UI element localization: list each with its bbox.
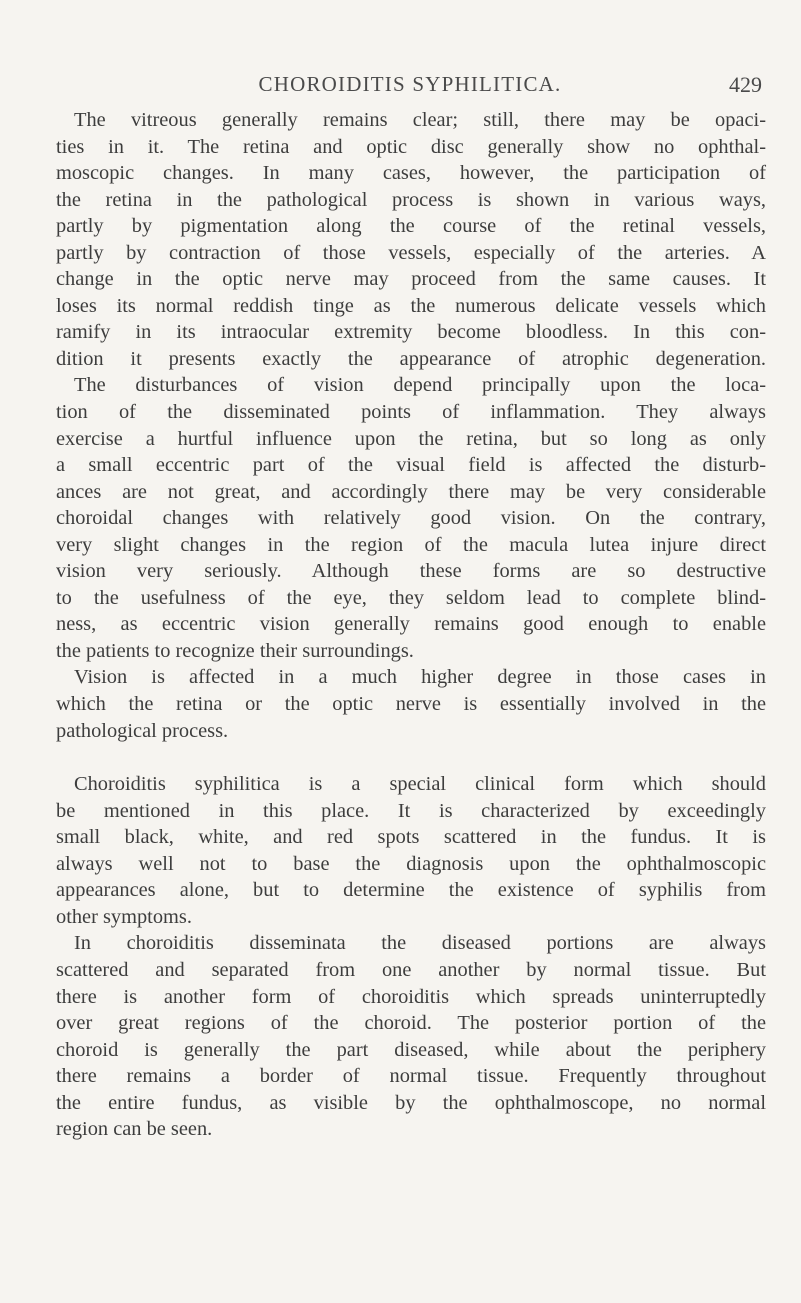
text-line: region can be seen.: [56, 1118, 213, 1141]
text-line: ness, as eccentric vision generally remains good enough to enable: [56, 613, 766, 636]
text-line: there remains a border of normal tissue. Frequently throughout: [56, 1065, 766, 1088]
text-line: which the retina or the optic nerve is essentially involved in the: [56, 693, 766, 716]
text-line: change in the optic nerve may proceed from the same causes. It: [56, 268, 766, 291]
page-number: 429: [729, 72, 762, 97]
text-line: loses its normal reddish tinge as the numerous delicate vessels which: [56, 294, 766, 317]
text-line: moscopic changes. In many cases, however, the participation of: [56, 162, 766, 185]
text-line: ances are not great, and accordingly there may be very considerable: [56, 480, 766, 503]
text-line: the entire fundus, as visible by the ophthalmoscope, no normal: [56, 1091, 766, 1114]
text-line: to the usefulness of the eye, they seldom lead to complete blind-: [56, 586, 766, 609]
text-line: be mentioned in this place. It is characterized by exceedingly: [56, 799, 766, 822]
text-line: The disturbances of vision depend principally upon the loca-: [74, 374, 766, 397]
text-line: appearances alone, but to determine the existence of syphilis from: [56, 879, 766, 902]
text-line: there is another form of choroiditis which spreads uninterruptedly: [56, 985, 766, 1008]
text-line: tion of the disseminated points of inflammation. They always: [56, 401, 766, 424]
paragraph-block-1: [56, 107, 766, 744]
section-gap: [56, 744, 766, 771]
text-line: partly by pigmentation along the course of the retinal vessels,: [56, 215, 766, 238]
running-head: [56, 72, 764, 102]
text-line: dition it presents exactly the appearance of atrophic degeneration.: [56, 347, 766, 370]
text-line: other symptoms.: [56, 905, 192, 928]
running-title: CHOROIDITIS SYPHILITICA.: [258, 72, 562, 96]
text-line: choroidal changes with relatively good vision. On the contrary,: [56, 507, 766, 530]
text-line: The vitreous generally remains clear; still, there may be opaci-: [74, 109, 766, 131]
paragraph-block-2: [56, 771, 766, 1143]
text-line: Vision is affected in a much higher degree in those cases in: [74, 666, 766, 689]
text-line: ties in it. The retina and optic disc generally show no ophthal-: [56, 135, 766, 158]
text-line: In choroiditis disseminata the diseased portions are always: [74, 932, 766, 955]
body-text: [56, 107, 766, 1143]
text-line: choroid is generally the part diseased, while about the periphery: [56, 1038, 766, 1061]
text-line: always well not to base the diagnosis upon the ophthalmoscopic: [56, 852, 766, 875]
text-line: pathological process.: [56, 719, 229, 742]
text-line: ramify in its intraocular extremity become bloodless. In this con-: [56, 321, 766, 344]
text-line: partly by contraction of those vessels, especially of the arteries. A: [56, 241, 766, 264]
text-line: Choroiditis syphilitica is a special clinical form which should: [74, 773, 766, 796]
text-line: very slight changes in the region of the macula lutea injure direct: [56, 533, 766, 556]
text-line: vision very seriously. Although these forms are so destructive: [56, 560, 766, 583]
text-line: scattered and separated from one another by normal tissue. But: [56, 958, 766, 981]
text-line: a small eccentric part of the visual field is affected the disturb-: [56, 454, 766, 477]
text-line: over great regions of the choroid. The posterior portion of the: [56, 1012, 766, 1035]
text-line: the patients to recognize their surroundings.: [56, 639, 414, 662]
text-line: small black, white, and red spots scattered in the fundus. It is: [56, 826, 766, 849]
text-line: the retina in the pathological process is shown in various ways,: [56, 188, 766, 211]
text-line: exercise a hurtful influence upon the retina, but so long as only: [56, 427, 766, 450]
